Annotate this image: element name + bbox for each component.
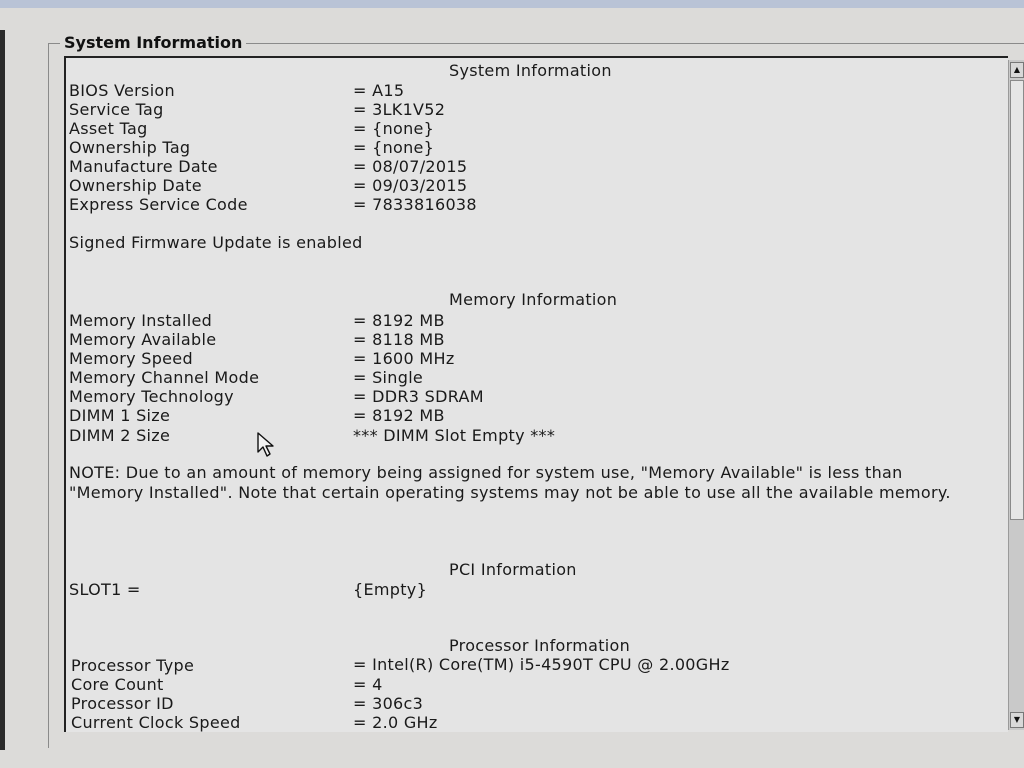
row-label-memory-speed: Memory Speed xyxy=(69,349,193,368)
arrow-up-icon: ▲ xyxy=(1013,65,1021,74)
row-label-express-service-code: Express Service Code xyxy=(69,195,248,214)
row-label-ownership-tag: Ownership Tag xyxy=(69,138,191,157)
row-label-processor-type: Processor Type xyxy=(71,656,195,675)
row-value-current-clock-speed: = 2.0 GHz xyxy=(353,713,438,732)
memory-note: NOTE: Due to an amount of memory being assigned for system use, "Memory Available" is less than "Memory Installed". Note that certain operating systems may not be able to use all the available memory. xyxy=(69,463,951,502)
row-label-dimm2-size: DIMM 2 Size xyxy=(69,426,171,445)
left-frame-edge xyxy=(0,30,5,750)
row-value-memory-installed: = 8192 MB xyxy=(353,311,445,330)
row-value-dimm1-size: = 8192 MB xyxy=(353,406,445,425)
row-label-memory-available: Memory Available xyxy=(69,330,217,349)
row-value-express-service-code: = 7833816038 xyxy=(353,195,477,214)
row-value-asset-tag: = {none} xyxy=(353,119,435,138)
vertical-scrollbar[interactable] xyxy=(1008,60,1024,730)
row-label-memory-installed: Memory Installed xyxy=(69,311,213,330)
row-label-asset-tag: Asset Tag xyxy=(69,119,148,138)
row-label-processor-id: Processor ID xyxy=(71,694,174,713)
row-value-ownership-tag: = {none} xyxy=(353,138,435,157)
row-label-bios-version: BIOS Version xyxy=(69,81,175,100)
row-label-memory-channel-mode: Memory Channel Mode xyxy=(69,368,260,387)
row-label-dimm1-size: DIMM 1 Size xyxy=(69,406,171,425)
row-value-memory-available: = 8118 MB xyxy=(353,330,445,349)
row-value-memory-technology: = DDR3 SDRAM xyxy=(353,387,484,406)
row-label-slot1: SLOT1 = xyxy=(69,580,141,599)
row-value-slot1: {Empty} xyxy=(353,580,428,599)
row-value-service-tag: = 3LK1V52 xyxy=(353,100,446,119)
mouse-pointer-icon xyxy=(256,432,276,458)
row-value-processor-type: = Intel(R) Core(TM) i5-4590T CPU @ 2.00GHz xyxy=(353,655,730,674)
row-label-service-tag: Service Tag xyxy=(69,100,164,119)
row-label-core-count: Core Count xyxy=(71,675,164,694)
processor-info-header: Processor Information xyxy=(449,636,631,655)
row-value-memory-speed: = 1600 MHz xyxy=(353,349,455,368)
system-info-header: System Information xyxy=(449,61,612,80)
row-label-ownership-date: Ownership Date xyxy=(69,176,202,195)
row-value-core-count: = 4 xyxy=(353,675,383,694)
row-value-bios-version: = A15 xyxy=(353,81,405,100)
arrow-down-icon: ▼ xyxy=(1013,715,1021,724)
group-title: System Information xyxy=(60,33,246,52)
row-label-memory-technology: Memory Technology xyxy=(69,387,234,406)
scrollbar-thumb[interactable] xyxy=(1010,80,1024,520)
row-value-processor-id: = 306c3 xyxy=(353,694,424,713)
scroll-down-button[interactable] xyxy=(1010,712,1024,728)
row-label-current-clock-speed: Current Clock Speed xyxy=(71,713,241,732)
row-value-memory-channel-mode: = Single xyxy=(353,368,424,387)
firmware-update-status: Signed Firmware Update is enabled xyxy=(69,233,363,252)
pci-info-header: PCI Information xyxy=(449,560,577,579)
memory-info-header: Memory Information xyxy=(449,290,618,309)
row-value-dimm2-size: *** DIMM Slot Empty *** xyxy=(353,426,556,445)
row-value-ownership-date: = 09/03/2015 xyxy=(353,176,468,195)
top-border xyxy=(0,0,1024,8)
row-label-manufacture-date: Manufacture Date xyxy=(69,157,218,176)
row-value-manufacture-date: = 08/07/2015 xyxy=(353,157,468,176)
scroll-up-button[interactable] xyxy=(1010,62,1024,78)
